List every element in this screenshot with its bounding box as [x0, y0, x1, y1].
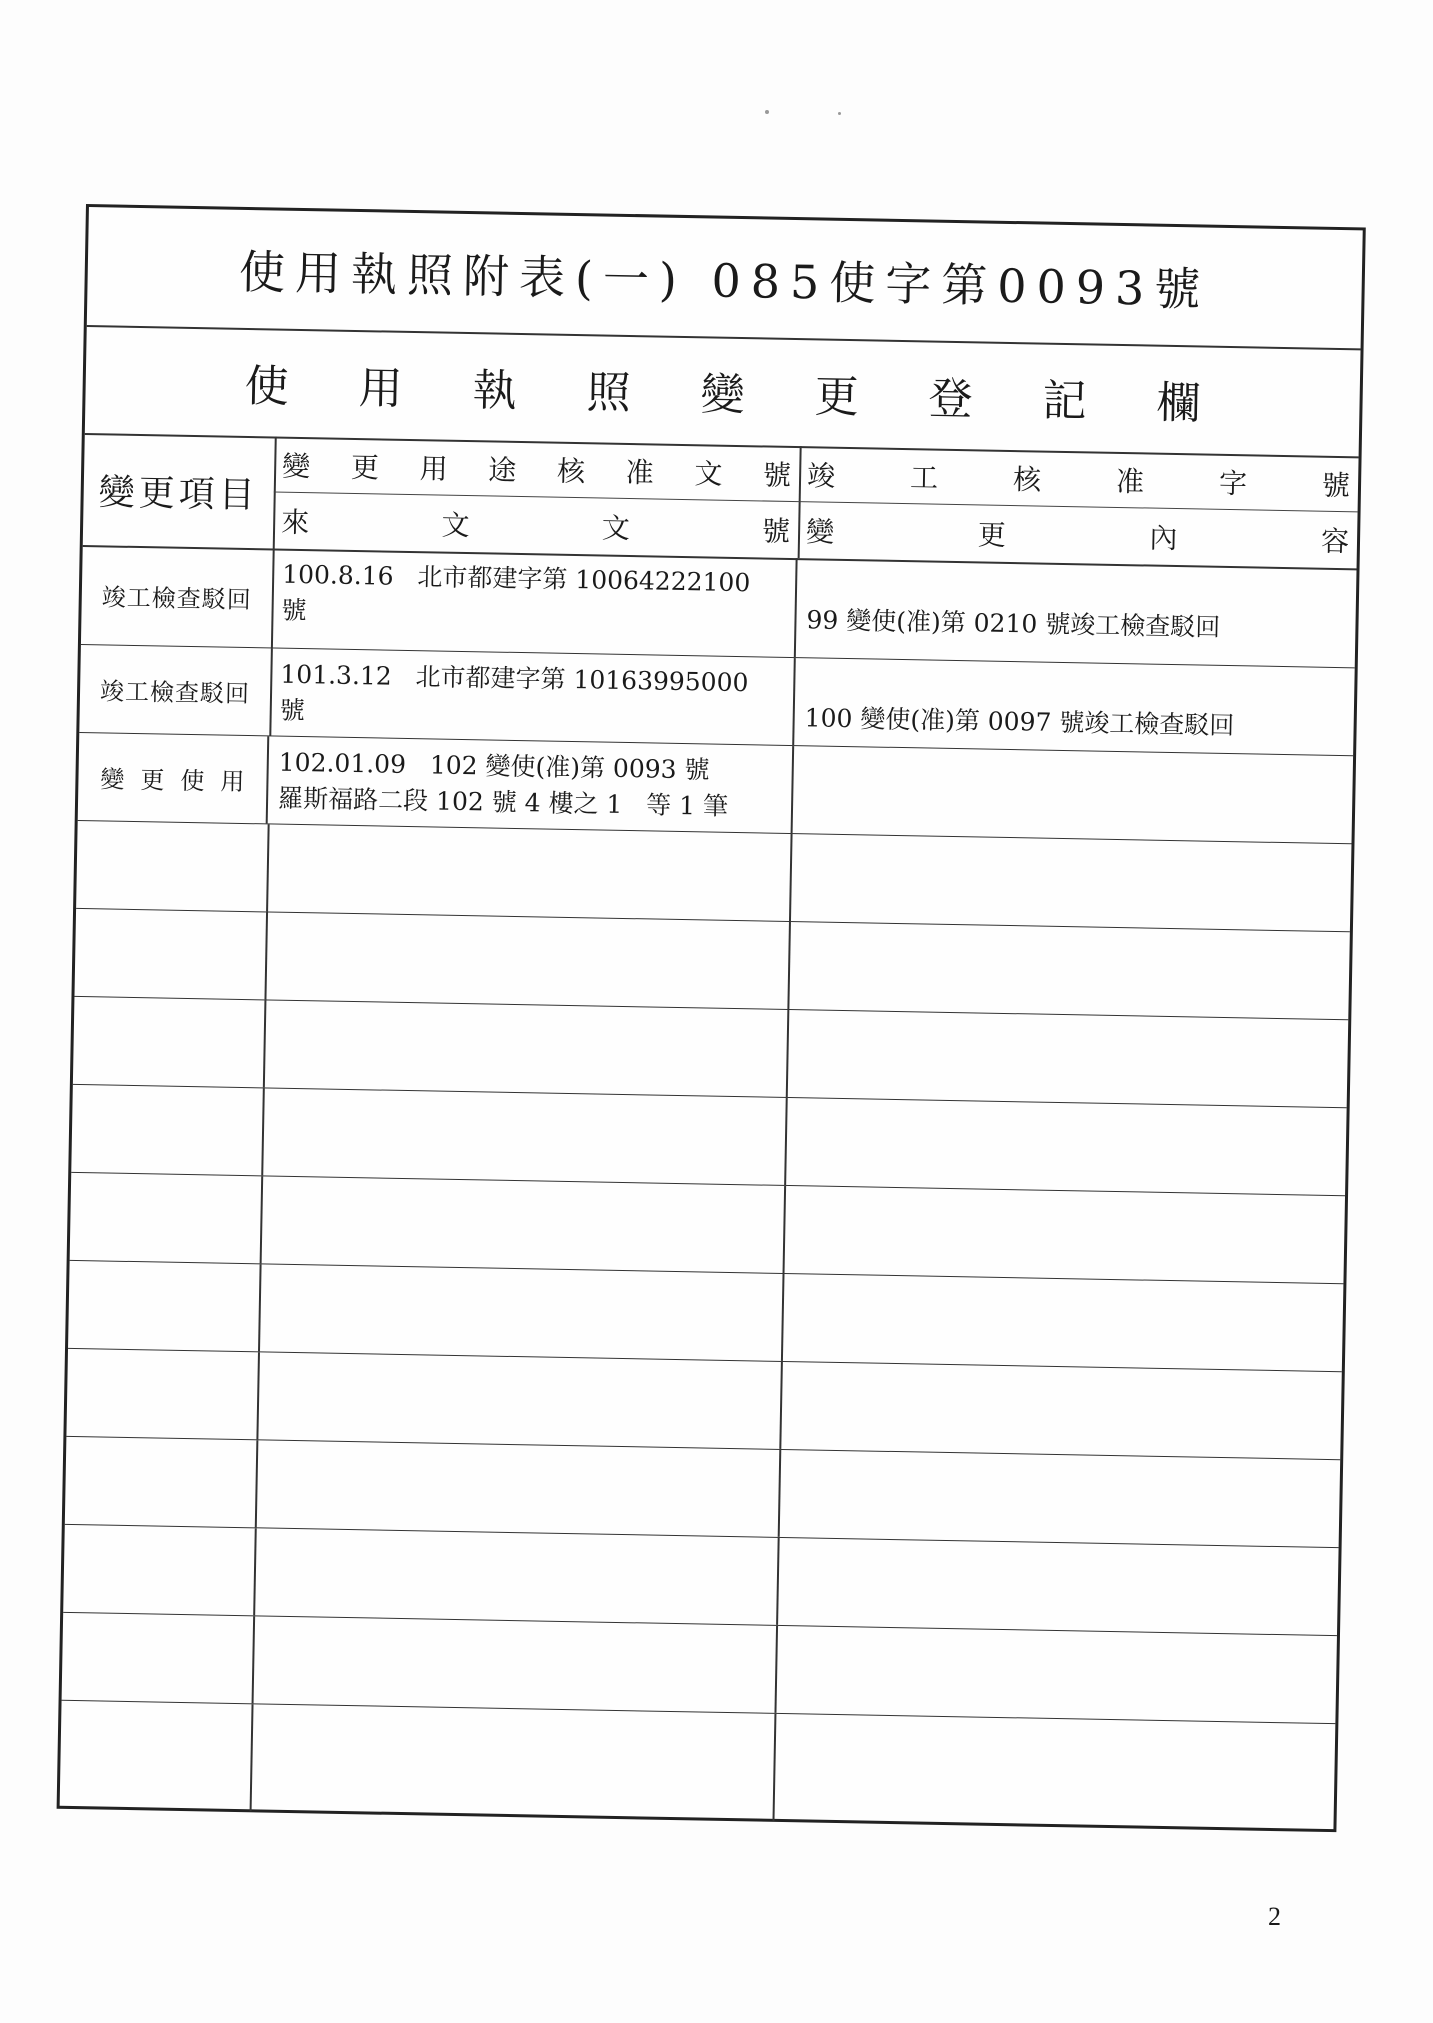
- page-number: 2: [1268, 1902, 1281, 1931]
- row-document-no: 101.3.12 北市都建字第 10163995000 號: [269, 648, 796, 745]
- row-change-item: 竣工檢查駁回: [79, 645, 273, 736]
- row-change-content: 100 變使(准)第 0097 號竣工檢查駁回: [804, 702, 1235, 740]
- row-change-item: 變更使用: [78, 733, 270, 823]
- header-change-content: 變 更 內 容: [805, 515, 1350, 559]
- header-content-column: [798, 446, 1359, 568]
- header-incoming-document-no: 來 文 文 號: [280, 505, 791, 548]
- header-change-item: 變更項目: [83, 433, 277, 548]
- header-completion-approval-no: 竣 工 核 准 字 號: [799, 446, 1359, 512]
- scan-speck: [765, 110, 769, 114]
- form-title: 使用執照附表(一) 085使字第0093號: [87, 207, 1363, 350]
- usage-permit-change-form: [57, 204, 1366, 1832]
- form-subtitle-text: 使用執照變更登記欄: [244, 360, 1271, 431]
- row-document-no: 100.8.16 北市都建字第 10064222100 號: [271, 548, 798, 657]
- row-change-content: [793, 746, 1354, 843]
- row-document-no: 102.01.09 102 變使(准)第 0093 號 羅斯福路二段 102 號 4 樓之 1 等 1 筆: [268, 736, 795, 833]
- header-document-column: [273, 436, 802, 558]
- row-change-item: 竣工檢查駁回: [81, 545, 275, 648]
- scan-speck: [838, 112, 841, 115]
- header-change-use-approval-no: 變 更 用 途 核 准 文 號: [274, 436, 800, 502]
- row-change-content: 99 變使(准)第 0210 號竣工檢查駁回: [806, 604, 1221, 642]
- empty-row: [60, 1701, 1336, 1831]
